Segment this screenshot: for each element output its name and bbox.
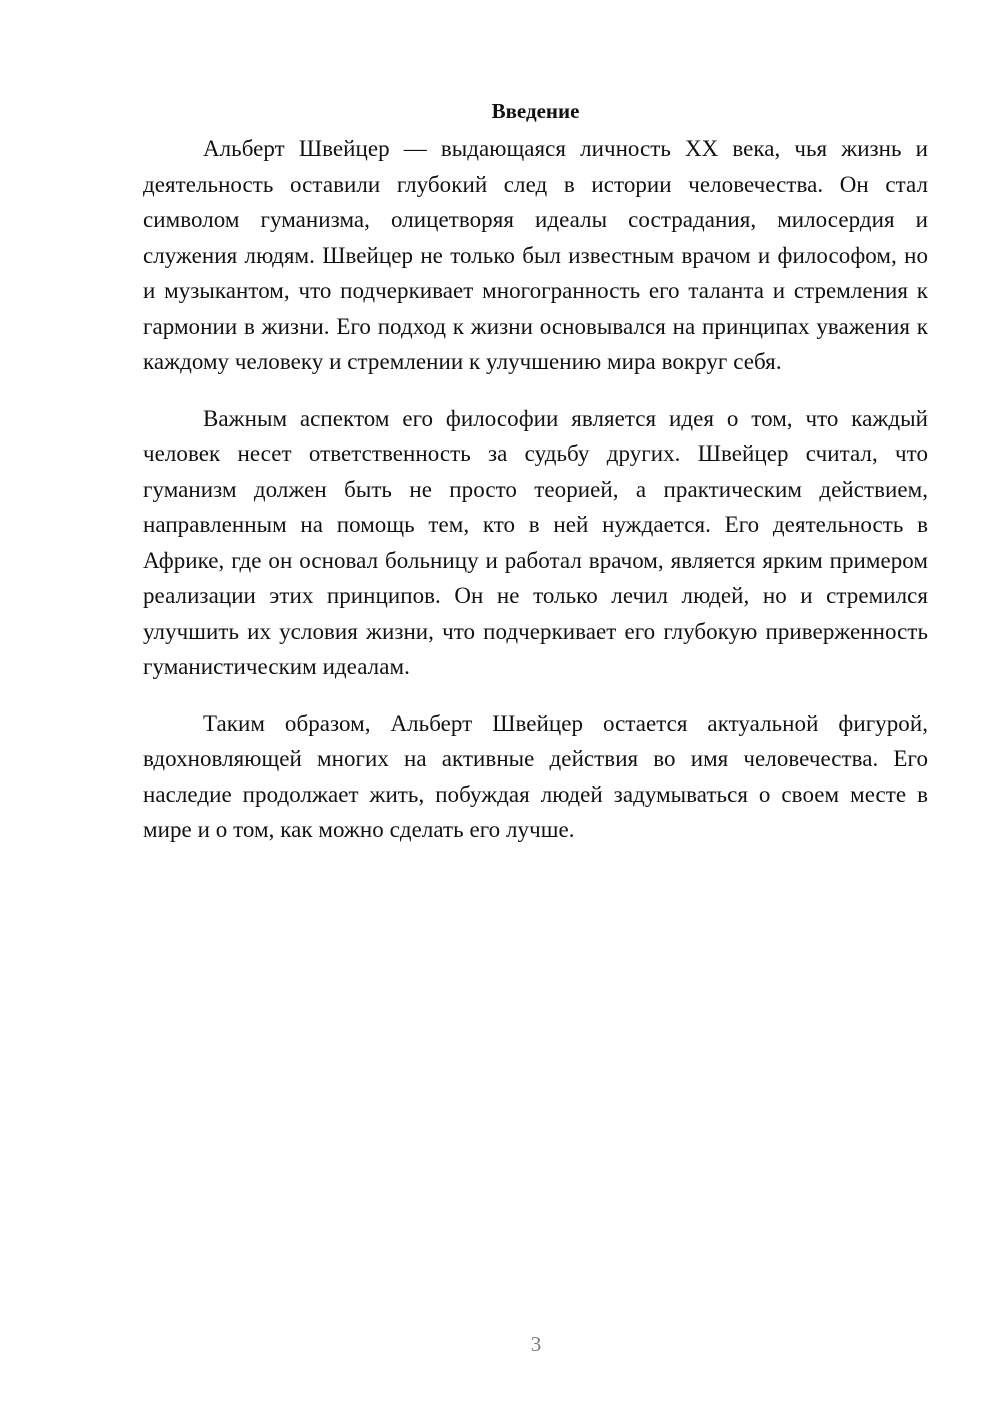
paragraph-3: Таким образом, Альберт Швейцер остается актуальной фигурой, вдохновляющей многих на активные действия во имя человечества. Его наследие продолжает жить, побуждая людей задумываться о своем месте в мире и о том, как можно сделать его лучше. xyxy=(143,710,928,842)
page-content xyxy=(143,97,928,869)
page-number: 3 xyxy=(530,1332,542,1356)
paragraph-2: Важным аспектом его философии является идея о том, что каждый человек несет ответственность за судьбу других. Швейцер считал, что гуманизм должен быть не просто теорией, а практическим действием, направленным на помощь тем, кто в ней нуждается. Его деятельность в Африке, где он основал больницу и работал врачом, является ярким примером реализации этих принципов. Он не только лечил людей, но и стремился улучшить их условия жизни, что подчеркивает его глубокую приверженность гуманистическим идеалам. xyxy=(143,405,928,679)
paragraph-1: Альберт Швейцер — выдающаяся личность XX века, чья жизнь и деятельность оставили глубокий след в истории человечества. Он стал символом гуманизма, олицетворяя идеалы сострадания, милосердия и служения людям. Швейцер не только был известным врачом и философом, но и музыкантом, что подчеркивает многогранность его таланта и стремления к гармонии в жизни. Его подход к жизни основывался на принципах уважения к каждому человеку и стремлении к улучшению мира вокруг себя. xyxy=(143,136,928,374)
section-title: Введение xyxy=(491,99,580,123)
